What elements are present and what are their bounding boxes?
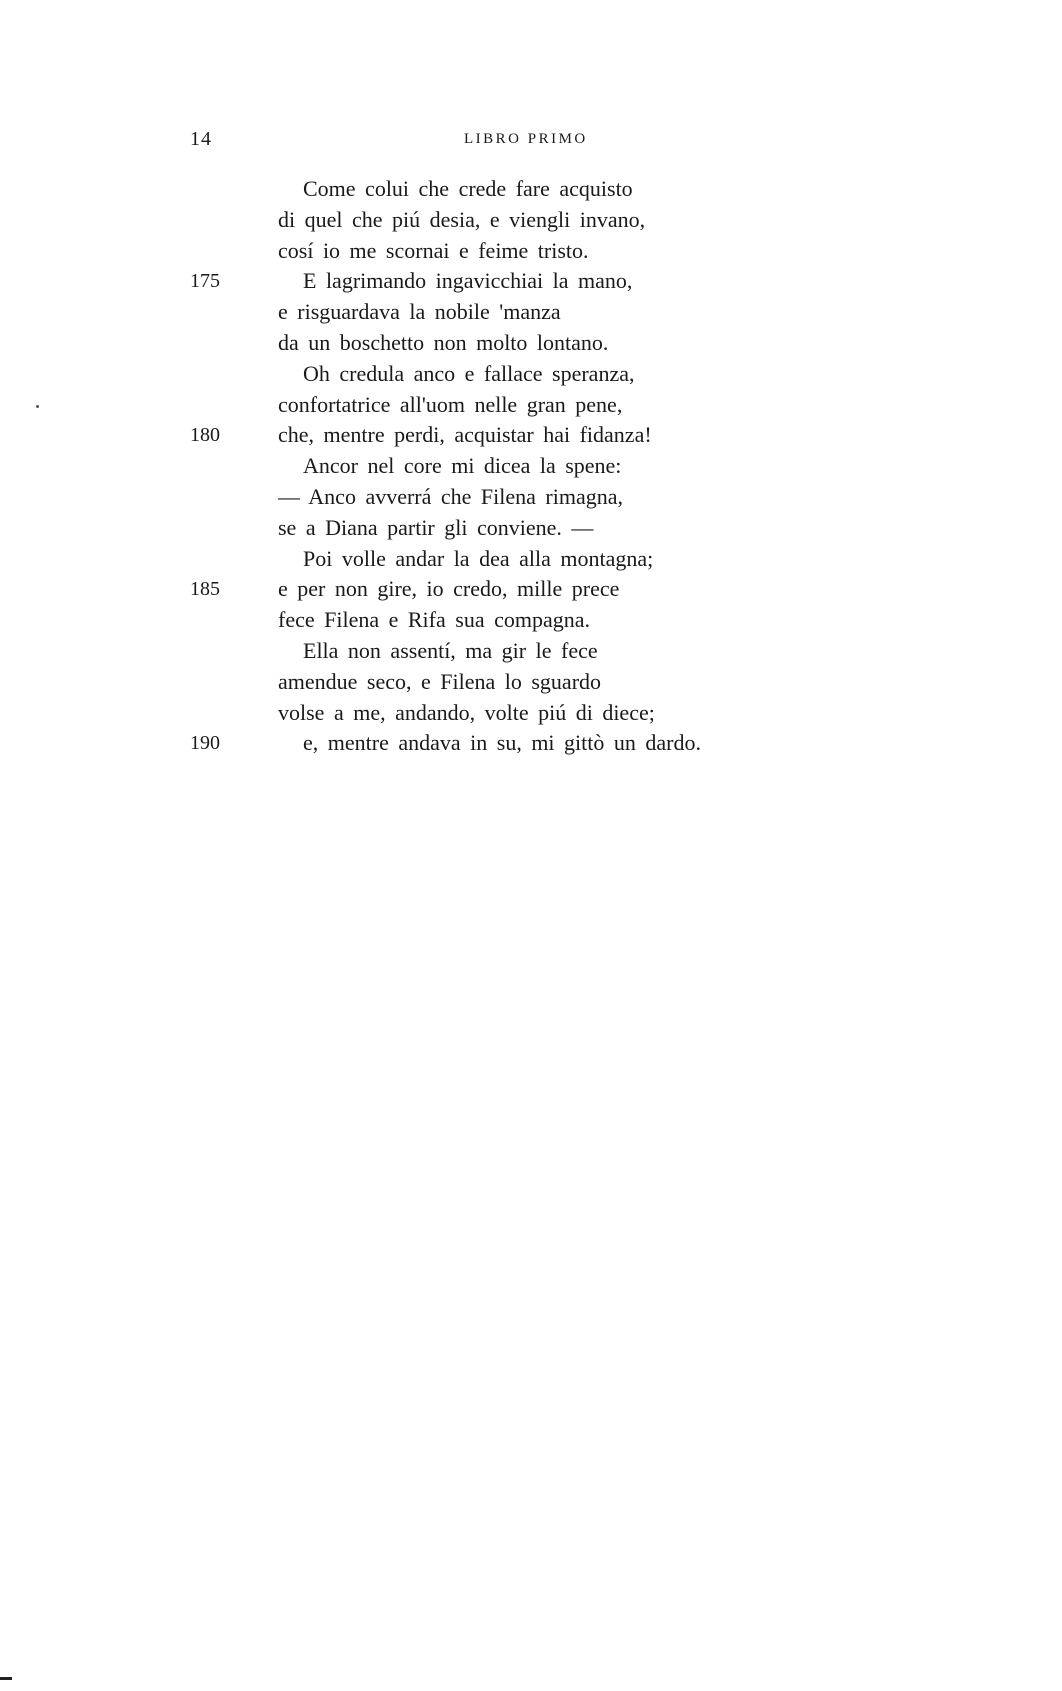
verse-line [0, 515, 1062, 545]
verse-line [0, 484, 1062, 514]
verse-line [0, 238, 1062, 268]
verse-line [0, 730, 1062, 760]
verse-text: Ella non assentí, ma gir le fece [303, 638, 598, 663]
verse-text: E lagrimando ingavicchiai la mano, [303, 268, 633, 294]
verse-line [0, 392, 1062, 422]
verse-text: confortatrice all'uom nelle gran pene, [278, 391, 623, 417]
verse-text: — Anco avverrá che Filena rimagna, [278, 484, 623, 509]
verse-line [0, 330, 1062, 360]
verse-text: Ancor nel core mi dicea la spene: [303, 453, 622, 479]
verse-line [0, 176, 1062, 206]
line-number: 175 [190, 270, 220, 293]
verse-line [0, 669, 1062, 699]
verse-text: fece Filena e Rifa sua compagna. [278, 607, 590, 633]
line-number: 190 [190, 732, 220, 755]
verse-line [0, 268, 1062, 298]
verse-line [0, 299, 1062, 329]
verse-line [0, 638, 1062, 668]
verse-line [0, 546, 1062, 576]
verse-text: Come colui che crede fare acquisto [303, 176, 633, 201]
scan-edge-mark [0, 1677, 12, 1680]
verse-line [0, 361, 1062, 391]
verse-line [0, 700, 1062, 730]
verse-text: Poi volle andar la dea alla montagna; [303, 545, 654, 571]
page-number: 14 [190, 128, 212, 150]
line-number: 180 [190, 424, 220, 447]
verse-text: volse a me, andando, volte piú di diece; [278, 699, 655, 725]
verse-text: e, mentre andava in su, mi gittò un dardo. [303, 730, 701, 756]
verse-text: e per non gire, io credo, mille prece [278, 576, 620, 602]
running-title: LIBRO PRIMO [464, 131, 588, 147]
verse-text: da un boschetto non molto lontano. [278, 330, 609, 355]
verse-text: Oh credula anco e fallace speranza, [303, 360, 635, 386]
verse-text: se a Diana partir gli conviene. — [278, 514, 594, 540]
verse-line [0, 207, 1062, 237]
verse-line [0, 576, 1062, 606]
verse-text: amendue seco, e Filena lo sguardo [278, 668, 602, 694]
verse-text: che, mentre perdi, acquistar hai fidanza! [278, 422, 652, 448]
verse-text: e risguardava la nobile 'manza [278, 299, 561, 325]
verse-text: di quel che piú desia, e viengli invano, [278, 206, 646, 232]
line-number: 185 [190, 578, 220, 601]
verse-line [0, 453, 1062, 483]
verse-line [0, 422, 1062, 452]
scan-speck [36, 405, 39, 408]
verse-text: cosí io me scornai e feime tristo. [278, 237, 589, 263]
verse-line [0, 607, 1062, 637]
